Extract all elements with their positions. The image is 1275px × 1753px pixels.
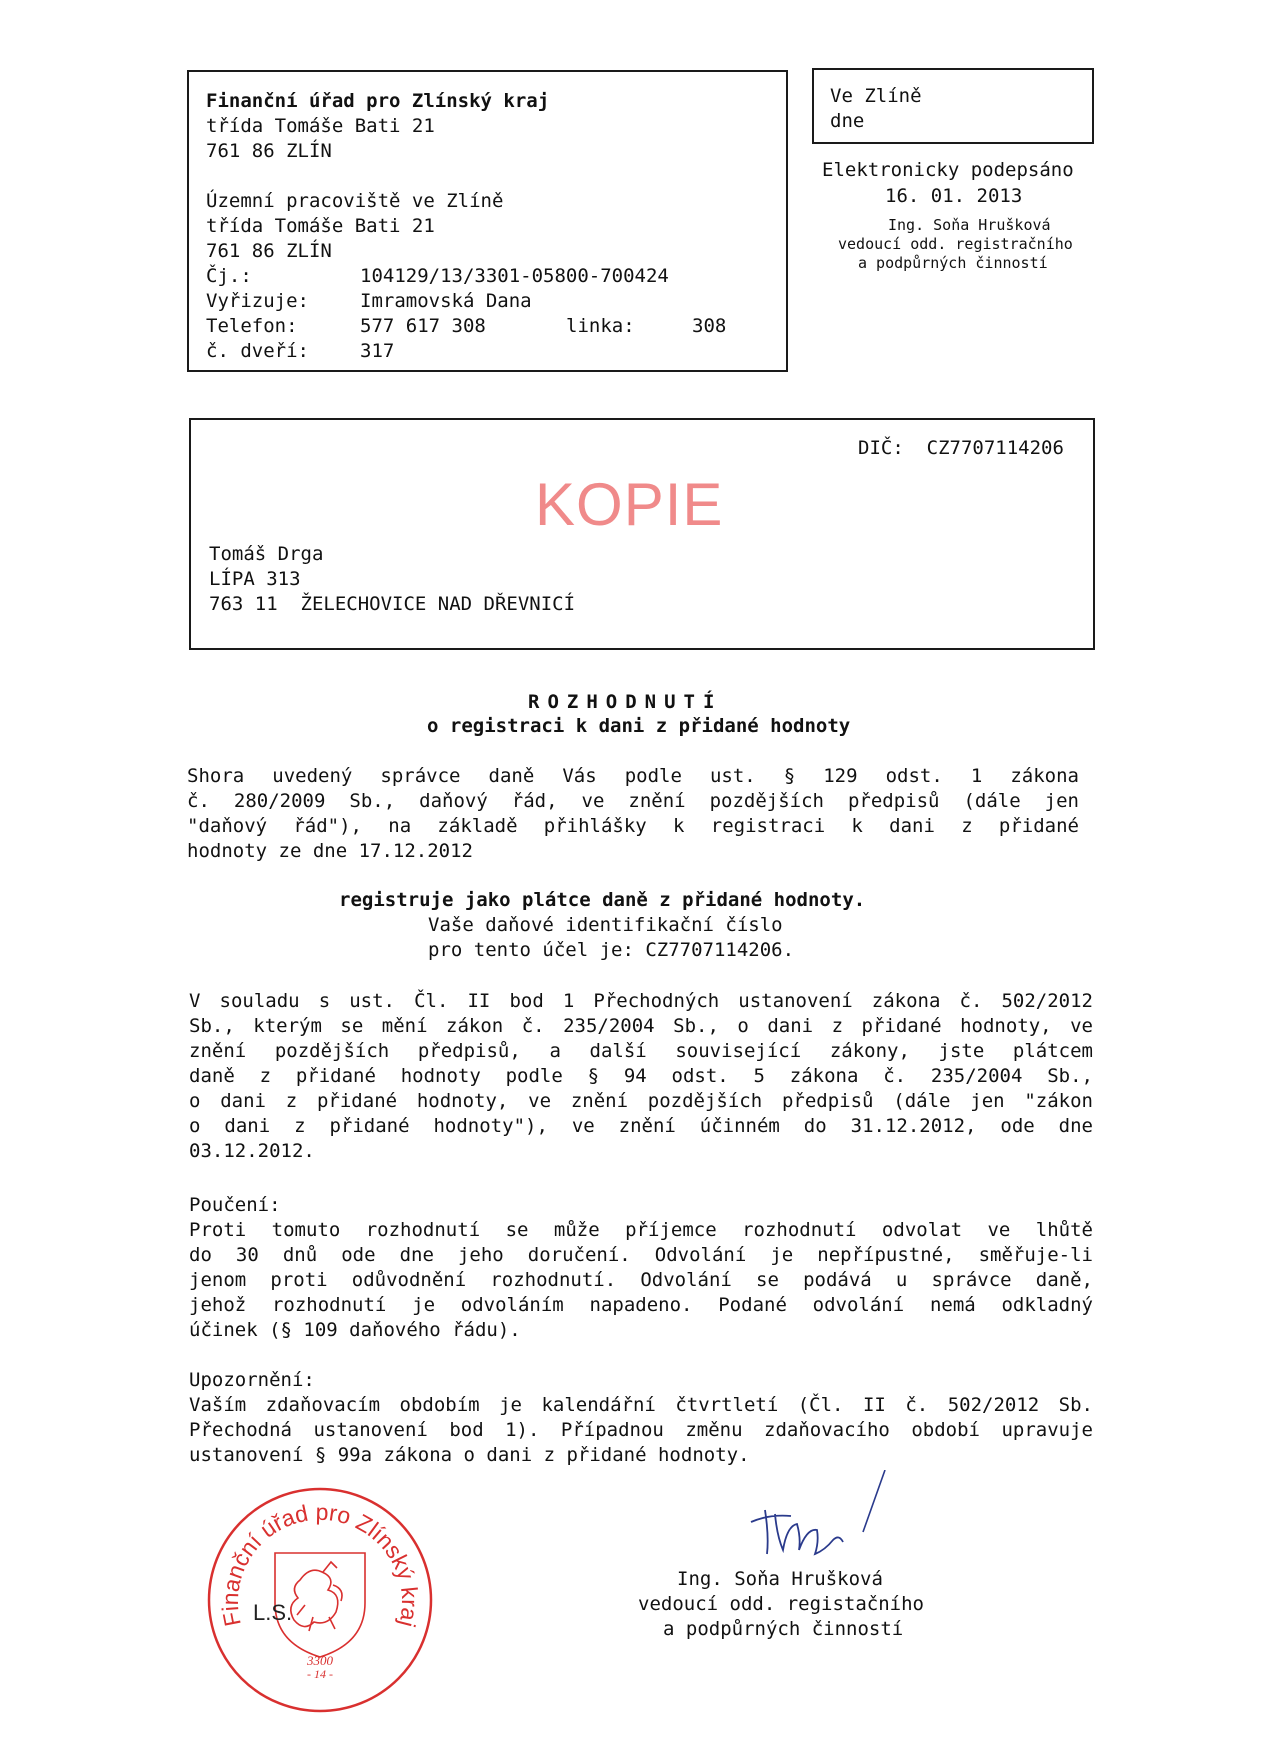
p1-line: č. 280/2009 Sb., daňový řád, ve znění pozdějších předpisů (dále jen <box>187 790 1079 812</box>
sender-office-street: třída Tomáše Bati 21 <box>206 215 435 237</box>
ext-value: 308 <box>692 315 727 337</box>
signature-name: Ing. Soňa Hrušková <box>677 1568 883 1590</box>
p2-line: o dani z přidané hodnoty"), ve znění účinném do 31.12.2012, ode dne <box>189 1115 1093 1137</box>
recipient-street: LÍPA 313 <box>209 568 301 590</box>
door-label: č. dveří: <box>206 340 309 362</box>
p3-line: jenom proti odůvodnění rozhodnutí. Odvolání se podává u správce daně, <box>189 1269 1093 1291</box>
p4-line: ustanovení § 99a zákona o dani z přidané hodnoty. <box>189 1444 750 1466</box>
p4-line: Přechodná ustanovení bod 1). Případnou změnu zdaňovacího období upravuje <box>189 1419 1093 1441</box>
handler-label: Vyřizuje: <box>206 290 309 312</box>
phone-label: Telefon: <box>206 315 298 337</box>
esign-role2: a podpůrných činností <box>858 254 1048 272</box>
recipient-name: Tomáš Drga <box>209 543 324 565</box>
phone-value: 577 617 308 <box>360 315 486 337</box>
sender-office: Územní pracoviště ve Zlíně <box>206 190 504 212</box>
p1-line: Shora uvedený správce daně Vás podle ust. § 129 odst. 1 zákona <box>187 765 1079 787</box>
esign-name: Ing. Soňa Hrušková <box>888 216 1051 234</box>
pouceni-title: Poučení: <box>189 1194 281 1216</box>
ref-label: Čj.: <box>206 265 252 287</box>
p3-line: do 30 dnů ode dne jeho doručení. Odvolání je nepřípustné, směřuje-li <box>189 1244 1093 1266</box>
handler-value: Imramovská Dana <box>360 290 532 312</box>
decision-statement: registruje jako plátce daně z přidané hodnoty. <box>339 889 866 911</box>
place: Ve Zlíně <box>830 85 922 107</box>
stamp-code-2: - 14 - <box>307 1667 333 1681</box>
p3-line: jehož rozhodnutí je odvoláním napadeno. Podané odvolání nemá odkladný <box>189 1294 1093 1316</box>
sender-office-city: 761 86 ZLÍN <box>206 240 332 262</box>
door-value: 317 <box>360 340 395 362</box>
p2-line: daně z přidané hodnoty podle § 94 odst. 5 zákona č. 235/2004 Sb., <box>189 1065 1093 1087</box>
recipient-city: 763 11 ŽELECHOVICE NAD DŘEVNICÍ <box>209 593 576 615</box>
ext-label: linka: <box>566 315 635 337</box>
p3-line: účinek (§ 109 daňového řádu). <box>189 1319 521 1341</box>
signature-role-2: a podpůrných činností <box>663 1618 904 1640</box>
stamp-ls: L.S. <box>253 1600 293 1625</box>
official-stamp <box>205 1485 435 1715</box>
signature-role-1: vedoucí odd. registačního <box>638 1593 924 1615</box>
esign-date: 16. 01. 2013 <box>885 185 1023 207</box>
p2-line: V souladu s ust. Čl. II bod 1 Přechodných ustanovení zákona č. 502/2012 <box>189 990 1093 1012</box>
p1-line: "daňový řád"), na základě přihlášky k registraci k dani z přidané <box>187 815 1079 837</box>
p2-line: o dani z přidané hodnoty, ve znění pozdějších předpisů (dále jen "zákon <box>189 1090 1093 1112</box>
handwritten-signature <box>745 1470 895 1580</box>
sender-city: 761 86 ZLÍN <box>206 140 332 162</box>
p1-line: hodnoty ze dne 17.12.2012 <box>187 840 473 862</box>
decision-subtitle: o registraci k dani z přidané hodnoty <box>427 715 851 737</box>
sender-street: třída Tomáše Bati 21 <box>206 115 435 137</box>
decision-title: ROZHODNUTÍ <box>528 691 723 713</box>
p3-line: Proti tomuto rozhodnutí se může příjemce rozhodnutí odvolat ve lhůtě <box>189 1219 1093 1241</box>
date-label: dne <box>830 110 865 132</box>
upozorneni-title: Upozornění: <box>189 1369 315 1391</box>
stamp-code-1: 3300 <box>307 1653 333 1668</box>
dic-line-1: Vaše daňové identifikační číslo <box>428 914 783 936</box>
dic-line-2: pro tento účel je: CZ7707114206. <box>428 939 795 961</box>
p2-line: znění pozdějších předpisů, a další související zákony, jste plátcem <box>189 1040 1093 1062</box>
p2-line: 03.12.2012. <box>189 1140 315 1162</box>
esign-label: Elektronicky podepsáno <box>822 159 1074 181</box>
sender-name: Finanční úřad pro Zlínský kraj <box>206 90 550 112</box>
esign-role1: vedoucí odd. registračního <box>838 235 1073 253</box>
kopie-watermark: KOPIE <box>535 471 724 538</box>
p2-line: Sb., kterým se mění zákon č. 235/2004 Sb., o dani z přidané hodnoty, ve <box>189 1015 1093 1037</box>
stamp-ring-text: Finanční úřad pro Zlínský kraj <box>216 1498 424 1630</box>
ref-value: 104129/13/3301-05800-700424 <box>360 265 669 287</box>
p4-line: Vaším zdaňovacím obdobím je kalendářní čtvrtletí (Čl. II č. 502/2012 Sb. <box>189 1394 1093 1416</box>
recipient-dic: DIČ: CZ7707114206 <box>858 437 1064 459</box>
